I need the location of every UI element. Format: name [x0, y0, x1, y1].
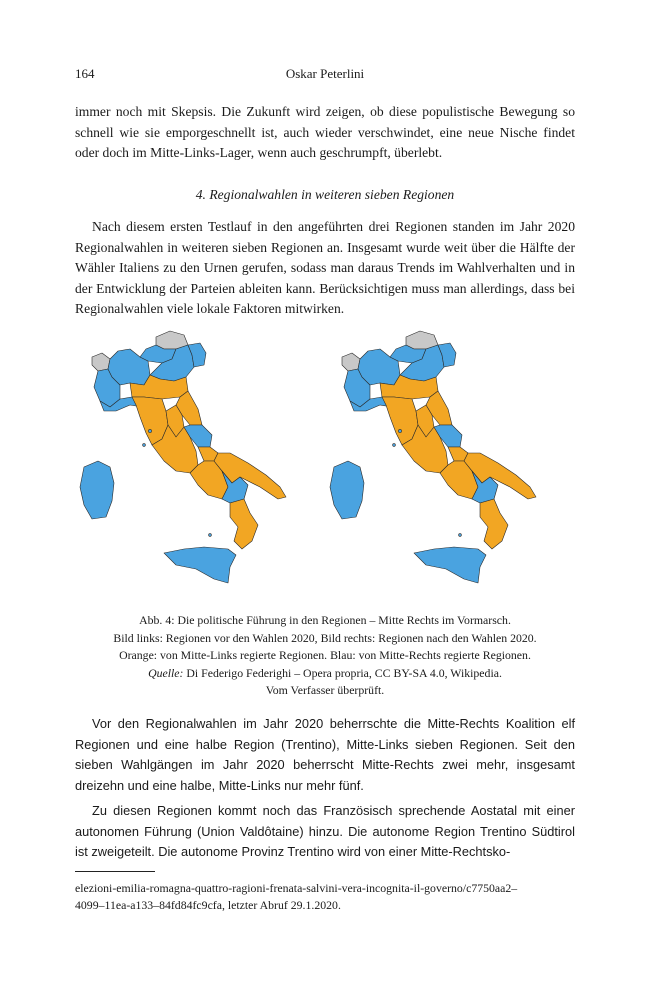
- map-before-2020: [80, 331, 286, 583]
- paragraph-after-figure-2: Zu diesen Regionen kommt noch das Französisch sprechende Aostatal mit einer autonomen Führung (Union Valdôtaine) hinzu. Die autonome Region Trentino Südtirol ist zweigeteilt. Die autonome Provinz Trentino wird von einer Mitte-Rechtsko-: [75, 803, 575, 859]
- caption-color-legend: Orange: von Mitte-Links regierte Regionen. Blau: von Mitte-Rechts regierte Regionen.: [119, 648, 531, 663]
- caption-source-text: Di Federigo Federighi – Opera propria, CC BY-SA 4.0, Wikipedia.: [183, 665, 502, 680]
- caption-title: Abb. 4: Die politische Führung in den Regionen – Mitte Rechts im Vormarsch.: [139, 613, 511, 627]
- section-heading: 4. Regionalwahlen in weiteren sieben Regionen: [195, 187, 455, 202]
- footnote-rule: [75, 871, 155, 872]
- caption-source-label: Quelle:: [148, 665, 184, 680]
- caption-verified: Vom Verfasser überprüft.: [265, 683, 385, 698]
- caption-left-right: Bild links: Regionen vor den Wahlen 2020, Bild rechts: Regionen nach den Wahlen 2020.: [113, 630, 537, 645]
- footnote-line-2: 4099–11ea-a133–84fd84fc9cfa, letzter Abruf 29.1.2020.: [75, 898, 341, 912]
- footnote: [75, 880, 580, 914]
- footnote-line-1: elezioni-emilia-romagna-quattro-ragioni-frenata-salvini-vera-incognita-il-governo/c7750aa2–: [75, 881, 518, 895]
- figure-caption: [60, 612, 590, 700]
- paragraph-after-figure-1: Vor den Regionalwahlen im Jahr 2020 beherrschte die Mitte-Rechts Koalition elf Regionen und eine halbe Region (Trentino), Mitte-Links sieben Regionen. Seit den sieben Wahlgängen im Jahr 2020 beherrscht Mitte-Rechts zwei mehr, insgesamt dreizehn und eine halbe, Mitte-Links nur mehr fünf.: [75, 716, 575, 793]
- paragraph-continuation: immer noch mit Skepsis. Die Zukunft wird zeigen, ob diese populistische Bewegung so schnell wie sie emporgeschnellt ist, auch wieder verschwindet, eine neue Nische findet oder doch im Mitte-Links-Lager, wenn auch geschrumpft, überlebt.: [75, 104, 575, 160]
- map-after-2020: [330, 331, 536, 583]
- caption-source: [60, 665, 590, 683]
- paragraph-intro: Nach diesem ersten Testlauf in den angeführten drei Regionen standen im Jahr 2020 Regionalwahlen in weiteren sieben Regionen an. Insgesamt wurde weit über die Hälfte der Wähler Italiens zu den Urnen gerufen, sodass man daraus Trends im Wahlverhalten und in der Entwicklung der Parteien ableiten kann. Berücksichtigen muss man allerdings, dass bei Regionalwahlen viele lokale Faktoren mitwirken.: [75, 219, 575, 316]
- italy-region-maps: [0, 322, 650, 590]
- page-number: 164: [75, 66, 95, 81]
- running-head-author: Oskar Peterlini: [285, 66, 365, 81]
